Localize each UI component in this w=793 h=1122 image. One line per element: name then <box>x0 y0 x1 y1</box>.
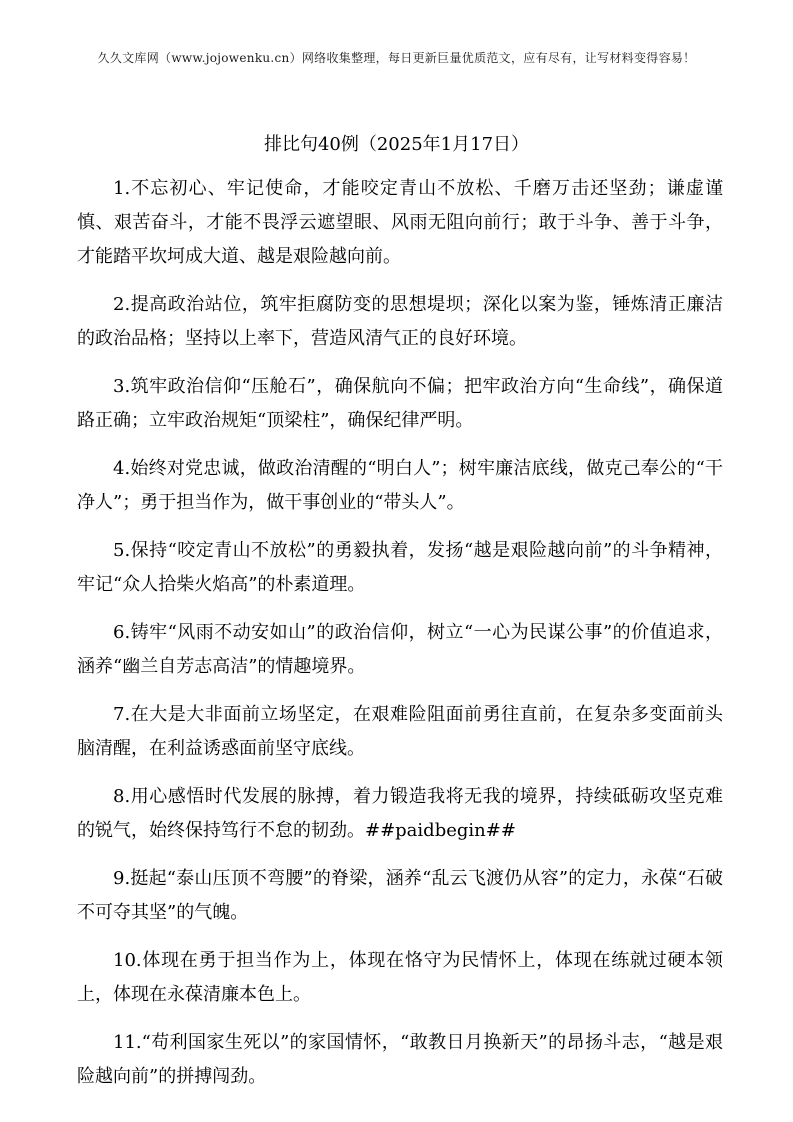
document-body <box>77 172 723 1108</box>
paragraph-8: 8.用心感悟时代发展的脉搏，着力锻造我将无我的境界，持续砥砺攻坚克难的锐气，始终保持笃行不怠的韧劲。##paidbegin## <box>77 786 723 841</box>
page-title: 排比句40例（2025年1月17日） <box>263 134 530 155</box>
paragraph-2: 2.提高政治站位，筑牢拒腐防变的思想堤坝；深化以案为鉴，锤炼清正廉洁的政治品格；坚持以上率下，营造风清气正的良好环境。 <box>77 294 723 349</box>
paragraph-3: 3.筑牢政治信仰“压舱石”，确保航向不偏；把牢政治方向“生命线”，确保道路正确；立牢政治规矩“顶梁柱”，确保纪律严明。 <box>77 376 723 431</box>
paragraph-1: 1.不忘初心、牢记使命，才能咬定青山不放松、千磨万击还坚劲；谦虚谨慎、艰苦奋斗，才能不畏浮云遮望眼、风雨无阻向前行；敢于斗争、善于斗争，才能踏平坎坷成大道、越是艰险越向前。 <box>77 178 723 267</box>
paragraph-4: 4.始终对党忠诚，做政治清醒的“明白人”；树牢廉洁底线，做克己奉公的“干净人”；勇于担当作为，做干事创业的“带头人”。 <box>77 458 723 513</box>
paragraph-7: 7.在大是大非面前立场坚定，在艰难险阻面前勇往直前，在复杂多变面前头脑清醒，在利益诱惑面前坚守底线。 <box>77 704 723 759</box>
paragraph-9: 9.挺起“泰山压顶不弯腰”的脊梁，涵养“乱云飞渡仍从容”的定力，永葆“石破不可夺其坚”的气魄。 <box>77 868 723 923</box>
paragraph-10: 10.体现在勇于担当作为上，体现在恪守为民情怀上，体现在练就过硬本领上，体现在永葆清廉本色上。 <box>77 950 723 1005</box>
paragraph-6: 6.铸牢“风雨不动安如山”的政治信仰，树立“一心为民谋公事”的价值追求，涵养“幽兰自芳志高洁”的情趣境界。 <box>77 622 723 677</box>
paragraph-5: 5.保持“咬定青山不放松”的勇毅执着，发扬“越是艰险越向前”的斗争精神，牢记“众人拾柴火焰高”的朴素道理。 <box>77 540 723 595</box>
header-note: 久久文库网（www.jojowenku.cn）网络收集整理，每日更新巨量优质范文，应有尽有，让写材料变得容易！ <box>97 51 696 65</box>
paragraph-11: 11.“苟利国家生死以”的家国情怀，“敢教日月换新天”的昂扬斗志，“越是艰险越向前”的拼搏闯劲。 <box>77 1032 723 1087</box>
